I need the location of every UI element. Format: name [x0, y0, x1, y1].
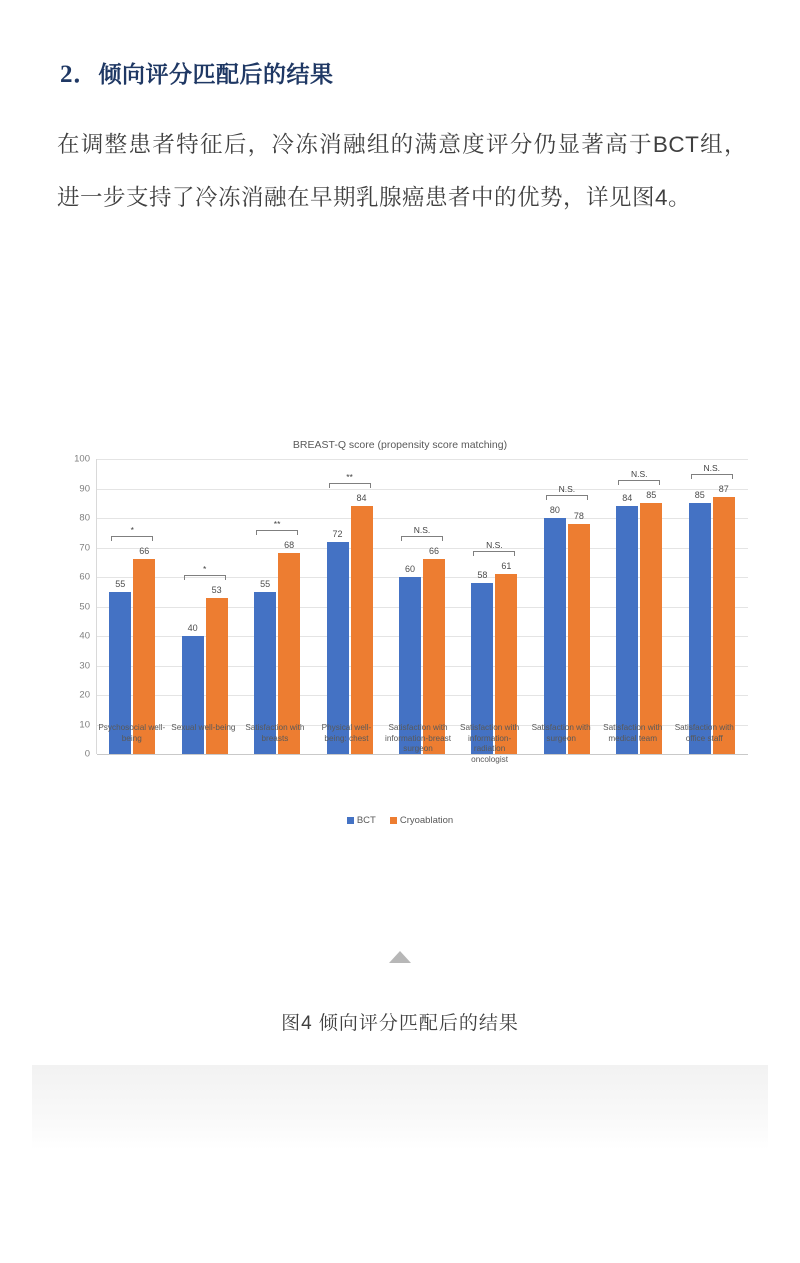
y-tick-40: 40 — [79, 630, 90, 642]
significance-bracket — [473, 551, 515, 556]
bar-value-label: 72 — [332, 528, 343, 539]
bar-value-label: 80 — [549, 505, 560, 515]
significance-marker — [256, 519, 298, 535]
significance-marker — [473, 540, 515, 556]
chart-title: BREAST-Q score (propensity score matching) — [292, 439, 508, 451]
chart-figure — [40, 425, 760, 845]
significance-bracket — [401, 536, 443, 541]
bar-value-label: 40 — [187, 623, 198, 633]
bar-value-label: 78 — [573, 510, 584, 521]
bar-cryoablation — [568, 510, 590, 754]
significance-marker — [618, 469, 660, 485]
significance-marker — [111, 525, 153, 541]
bar-group — [531, 459, 603, 754]
bar-value-label: 53 — [211, 584, 222, 595]
significance-bracket — [618, 480, 660, 485]
significance-bracket — [111, 536, 153, 541]
x-tick-label: Satisfaction with surgeon — [531, 723, 591, 743]
y-tick-50: 50 — [79, 601, 90, 612]
y-tick-60: 60 — [79, 571, 90, 583]
y-tick-90: 90 — [79, 483, 90, 494]
significance-bracket — [691, 474, 733, 479]
x-tick-label: Satisfaction with breasts — [245, 723, 305, 743]
triangle-up-icon — [389, 951, 411, 963]
x-tick-label: Satisfaction with information-radiation oncologist — [460, 723, 520, 764]
significance-marker — [546, 484, 588, 500]
significance-bracket — [256, 530, 298, 535]
y-axis-tick-labels — [60, 453, 90, 760]
x-axis-category-labels — [96, 723, 740, 765]
legend-swatch-cryoablation — [390, 817, 397, 824]
x-tick-label: Sexual well-being — [171, 723, 236, 732]
bar-value-label: 85 — [646, 490, 657, 501]
bar-cryoablation — [713, 484, 735, 754]
bar-group — [603, 459, 675, 754]
bar-value-label: 61 — [501, 561, 512, 572]
x-tick-label: Satisfaction with office staff — [674, 723, 734, 743]
x-tick-label: Satisfaction with medical team — [603, 723, 663, 743]
body-paragraph: 在调整患者特征后，冷冻消融组的满意度评分仍显著高于BCT组，进一步支持了冷冻消融在早期乳腺癌患者中的优势，详见图4。 — [57, 132, 747, 210]
bar-value-label: 84 — [622, 493, 633, 504]
bar-value-label: 55 — [115, 578, 126, 589]
legend-label-cryoablation: Cryoablation — [399, 815, 454, 826]
section-heading-text: 倾向评分匹配后的结果 — [98, 61, 334, 87]
chart-bar-groups — [96, 459, 748, 754]
legend-item-bct — [347, 815, 376, 826]
significance-label: N.S. — [703, 463, 720, 474]
significance-label: * — [130, 525, 134, 536]
chart-legend — [40, 815, 760, 826]
y-tick-30: 30 — [79, 660, 90, 671]
y-tick-70: 70 — [79, 542, 90, 553]
bar-group — [313, 459, 385, 754]
bar-value-label: 87 — [718, 484, 729, 495]
y-tick-0: 0 — [84, 748, 90, 760]
significance-marker — [401, 525, 443, 541]
significance-label: ** — [273, 519, 281, 530]
legend-item-cryoablation — [390, 815, 453, 826]
bar-group — [458, 459, 530, 754]
bar-group — [241, 459, 313, 754]
significance-bracket — [184, 575, 226, 580]
significance-label: ** — [346, 472, 353, 483]
significance-marker — [329, 472, 371, 488]
bar-bct — [616, 493, 638, 754]
y-tick-100: 100 — [74, 453, 90, 465]
bar-value-label: 66 — [428, 546, 439, 557]
significance-label: N.S. — [486, 540, 503, 551]
bar-cryoablation — [351, 493, 373, 754]
bar-group — [386, 459, 458, 754]
bar-group — [96, 459, 168, 754]
significance-bracket — [329, 483, 371, 488]
bar-value-label: 66 — [139, 546, 150, 557]
x-tick-label: Psychosocial well-being — [98, 723, 166, 743]
section-heading — [60, 54, 334, 90]
significance-label: N.S. — [558, 484, 576, 494]
x-tick-label: Satisfaction with information-breast surgeon — [385, 723, 452, 753]
bar-value-label: 84 — [356, 493, 367, 504]
figure-caption: 图4 倾向评分匹配后的结果 — [281, 1013, 519, 1034]
significance-label: * — [203, 563, 207, 574]
bar-group — [676, 459, 748, 754]
bar-bct — [689, 490, 711, 754]
y-tick-20: 20 — [79, 689, 90, 701]
page-footer-band — [32, 1065, 768, 1150]
bar-value-label: 68 — [284, 540, 295, 551]
section-heading-number: 2． — [60, 61, 99, 88]
bar-bct — [544, 505, 566, 754]
significance-label: N.S. — [413, 525, 431, 536]
significance-bracket — [546, 495, 588, 500]
x-tick-label: Physical well-being: chest — [321, 723, 372, 743]
legend-label-bct: BCT — [356, 815, 376, 826]
significance-marker — [691, 463, 733, 479]
bar-cryoablation — [640, 490, 662, 754]
bar-value-label: 85 — [694, 490, 705, 501]
bar-group — [168, 459, 240, 754]
y-tick-80: 80 — [79, 512, 90, 524]
significance-marker — [184, 564, 226, 580]
significance-label: N.S. — [631, 469, 648, 480]
bar-value-label: 60 — [404, 564, 415, 574]
y-tick-10: 10 — [79, 719, 90, 730]
bar-value-label: 58 — [477, 569, 488, 580]
legend-swatch-bct — [347, 817, 354, 824]
bar-value-label: 55 — [260, 578, 271, 589]
